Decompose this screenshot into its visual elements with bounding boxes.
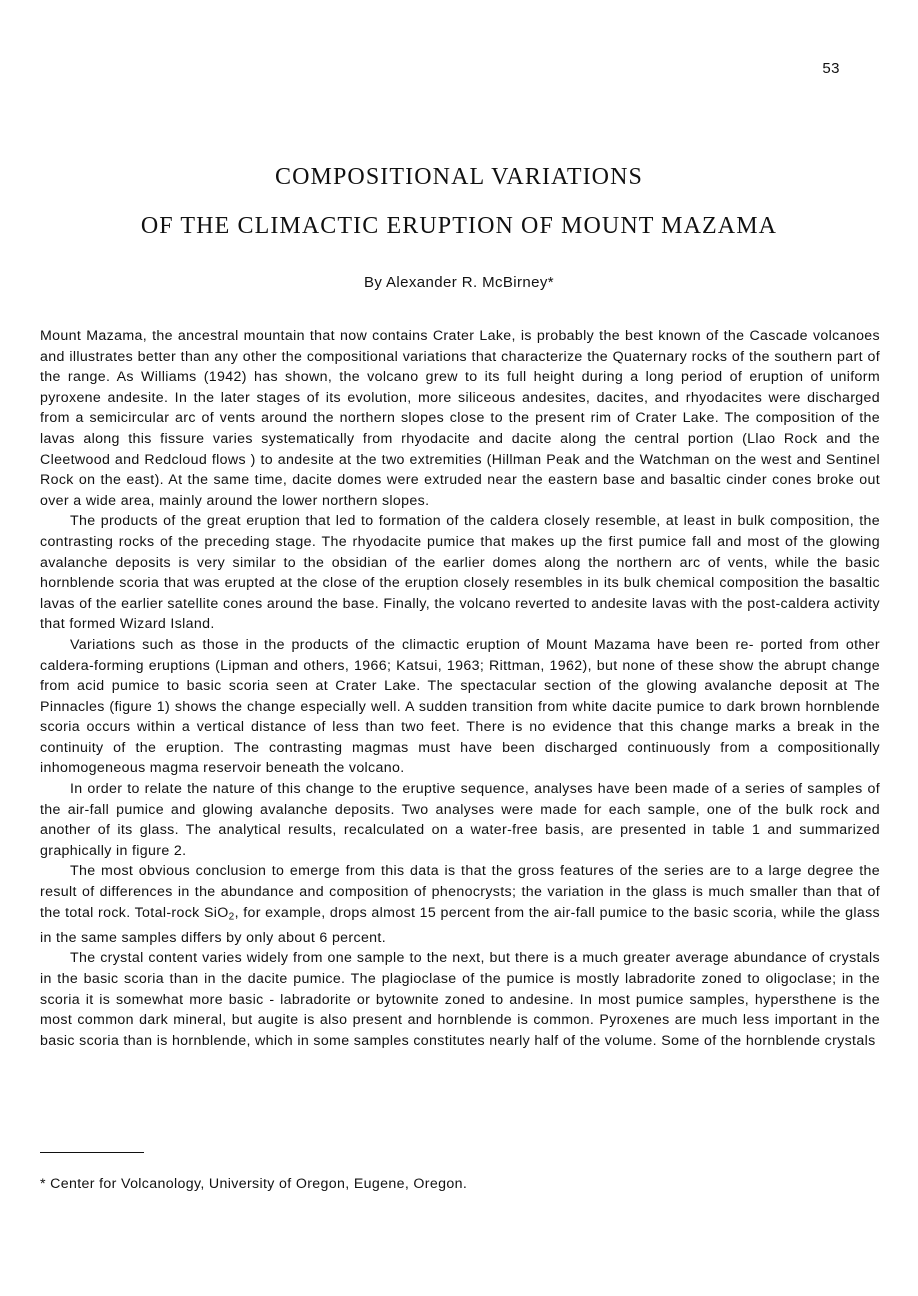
page-number: 53	[822, 60, 840, 77]
page-title-line-2: OF THE CLIMACTIC ERUPTION OF MOUNT MAZAMA	[140, 212, 778, 239]
paragraph-3-line-2: ported from other caldera-forming eruptions (Lipman and others, 1966; Katsui, 1963; Rittman, 1962),	[40, 636, 880, 674]
paragraph-6: The crystal content varies widely from one sample to the next, but there is a much greater average abundance of crystals in the basic scoria than in the dacite pumice. The plagioclase of the pumice is mostly labradorite zoned to oligoclase; in the scoria it is somewhat more basic - labradorite or bytownite zoned to andesine. In most pumice samples, hypersthene is the most common dark mineral, but augite is also present and hornblende is common. Pyroxenes are much less important in the basic scoria than is hornblende, which in some samples constitutes nearly half of the volume. Some of the hornblende crystals	[40, 950, 880, 1049]
subscript-two: 2	[228, 911, 235, 923]
paragraph-3-rest: but none of these show the abrupt change from acid pumice to basic scoria seen at Crater Lake. The spectacular section of the glowing avalanche deposit at The Pinnacles (figure 1) shows the change especially well. A sudden transition from white dacite pumice to dark brown hornblende scoria occurs within a vertical distance of less than two feet. There is no evidence that this change marks a break in the continuity of the eruption. The contrasting magmas must have been discharged continuously from a compositionally inhomogeneous magma reservoir beneath the volcano.	[40, 657, 880, 777]
paragraph-1: Mount Mazama, the ancestral mountain that now contains Crater Lake, is probably the best known of the Cascade volcanoes and illustrates better than any other the compositional variations that characterize the Quaternary rocks of the southern part of the range. As Williams (1942) has shown, the volcano grew to its full height during a long period of eruption of uniform pyroxene andesite. In the later stages of its evolution, more siliceous andesites, dacites, and rhyodacites were discharged from a semicircular arc of vents around the northern slopes close to the present rim of Crater Lake. The composition of the lavas along this fissure varies systematically from rhyodacite and dacite along the central portion (Llao Rock and the Cleetwood and Redcloud flows ) to andesite at the two extremities (Hillman Peak and the Watchman on the west and Sentinel Rock on the east). At the same time, dacite domes were extruded near the eastern base and basaltic cinder cones broke out over a wide area, mainly around the lower northern slopes.	[40, 328, 880, 509]
paragraph-4: In order to relate the nature of this change to the eruptive sequence, analyses have been made of a series of samples of the air-fall pumice and glowing avalanche deposits. Two analyses were made for each sample, one of the bulk rock and another of its glass. The analytical results, recalculated on a water-free basis, are presented in table 1 and summarized graphically in figure 2.	[40, 781, 880, 859]
paragraph-3	[40, 635, 880, 779]
paragraph-5-post: , for example, drops almost 15 percent from the air-fall pumice to the basic scoria, while the glass in the same samples differs by only about 6 percent.	[40, 904, 880, 946]
author-byline: By Alexander R. McBirney*	[363, 273, 555, 291]
page-title-line-1: COMPOSITIONAL VARIATIONS	[275, 164, 643, 190]
footnote-separator	[40, 1152, 144, 1153]
paragraph-5-pre: The most obvious conclusion to emerge from this data is that the gross features of the series are to a large degree the result of differences in the abundance and composition of phenocrysts; the variation in the glass is much smaller than that of the total rock. Total-rock SiO	[40, 863, 880, 921]
title-block	[0, 160, 918, 291]
paragraph-2: The products of the great eruption that led to formation of the caldera closely resemble, at least in bulk composition, the contrasting rocks of the preceding stage. The rhyodacite pumice that makes up the first pumice fall and most of the glowing avalanche deposits is very similar to the obsidian of the earlier domes along the northern arc of vents, while the basic hornblende scoria that was erupted at the close of the eruption closely resembles in its bulk chemical composition the basaltic lavas of the earlier satellite cones around the base. Finally, the volcano reverted to andesite lavas with the post-caldera activity that formed Wizard Island.	[40, 513, 880, 633]
body-text	[40, 326, 880, 1051]
paragraph-3-line-1: Variations such as those in the products of the climactic eruption of Mount Mazama have been re-	[70, 636, 754, 653]
paragraph-5	[40, 861, 880, 948]
footnote: * Center for Volcanology, University of Oregon, Eugene, Oregon.	[40, 1176, 468, 1192]
